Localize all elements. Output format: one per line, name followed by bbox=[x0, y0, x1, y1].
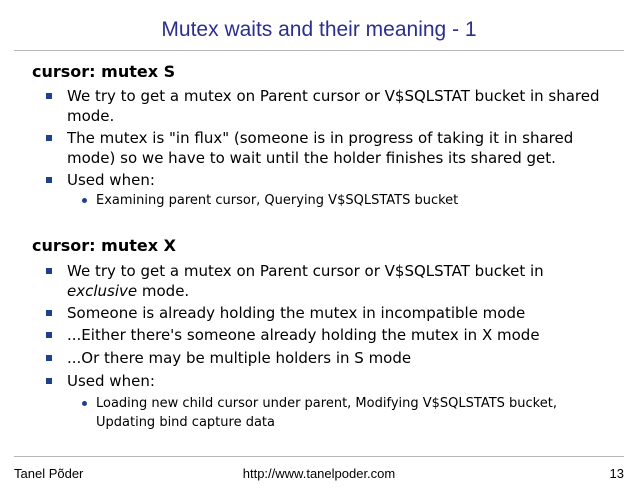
list-item bbox=[67, 128, 617, 168]
footer-divider bbox=[14, 456, 624, 457]
page-number: 13 bbox=[609, 466, 624, 481]
bullet-text: We try to get a mutex on Parent cursor or V$SQLSTAT bucket in bbox=[67, 262, 544, 280]
slide-title: Mutex waits and their meaning - 1 bbox=[161, 18, 477, 41]
square-bullet-icon bbox=[46, 177, 52, 183]
sub-bullet-text: Examining parent cursor, Querying V$SQLSTATS bucket bbox=[96, 193, 459, 208]
square-bullet-icon bbox=[46, 355, 52, 361]
sub-bullet-text: Loading new child cursor under parent, Modifying V$SQLSTATS bucket, Updating bind capture data bbox=[96, 396, 557, 430]
bullet-text: We try to get a mutex on Parent cursor or V$SQLSTAT bucket in shared mode. bbox=[67, 87, 600, 125]
round-bullet-icon bbox=[82, 401, 87, 406]
bullet-text: ...Either there's someone already holding the mutex in X mode bbox=[67, 326, 540, 344]
list-item bbox=[67, 86, 617, 126]
square-bullet-icon bbox=[46, 378, 52, 384]
bullet-text: Used when: bbox=[67, 171, 155, 189]
round-bullet-icon bbox=[82, 198, 87, 203]
list-item bbox=[67, 348, 617, 368]
section-heading-mutex-x: cursor: mutex X bbox=[32, 236, 176, 255]
sub-list-item bbox=[96, 394, 616, 432]
list-item bbox=[67, 303, 617, 323]
bullet-emphasis: exclusive bbox=[67, 282, 138, 300]
bullet-text: ...Or there may be multiple holders in S mode bbox=[67, 349, 412, 367]
list-item bbox=[67, 261, 617, 301]
square-bullet-icon bbox=[46, 135, 52, 141]
square-bullet-icon bbox=[46, 268, 52, 274]
section-heading-mutex-s: cursor: mutex S bbox=[32, 62, 176, 81]
list-item bbox=[67, 170, 617, 190]
bullet-text: Used when: bbox=[67, 372, 155, 390]
list-item bbox=[67, 325, 617, 345]
bullet-text-tail: mode. bbox=[137, 282, 190, 300]
square-bullet-icon bbox=[46, 93, 52, 99]
square-bullet-icon bbox=[46, 310, 52, 316]
footer-author: Tanel Põder bbox=[14, 466, 84, 481]
bullet-text: Someone is already holding the mutex in incompatible mode bbox=[67, 304, 526, 322]
sub-list-item bbox=[96, 191, 616, 210]
list-item bbox=[67, 371, 617, 391]
footer-url: http://www.tanelpoder.com bbox=[242, 466, 396, 481]
square-bullet-icon bbox=[46, 332, 52, 338]
title-divider bbox=[14, 50, 624, 51]
bullet-text: The mutex is "in flux" (someone is in progress of taking it in shared mode) so we have to wait until the holder finishes its shared get. bbox=[67, 129, 574, 167]
